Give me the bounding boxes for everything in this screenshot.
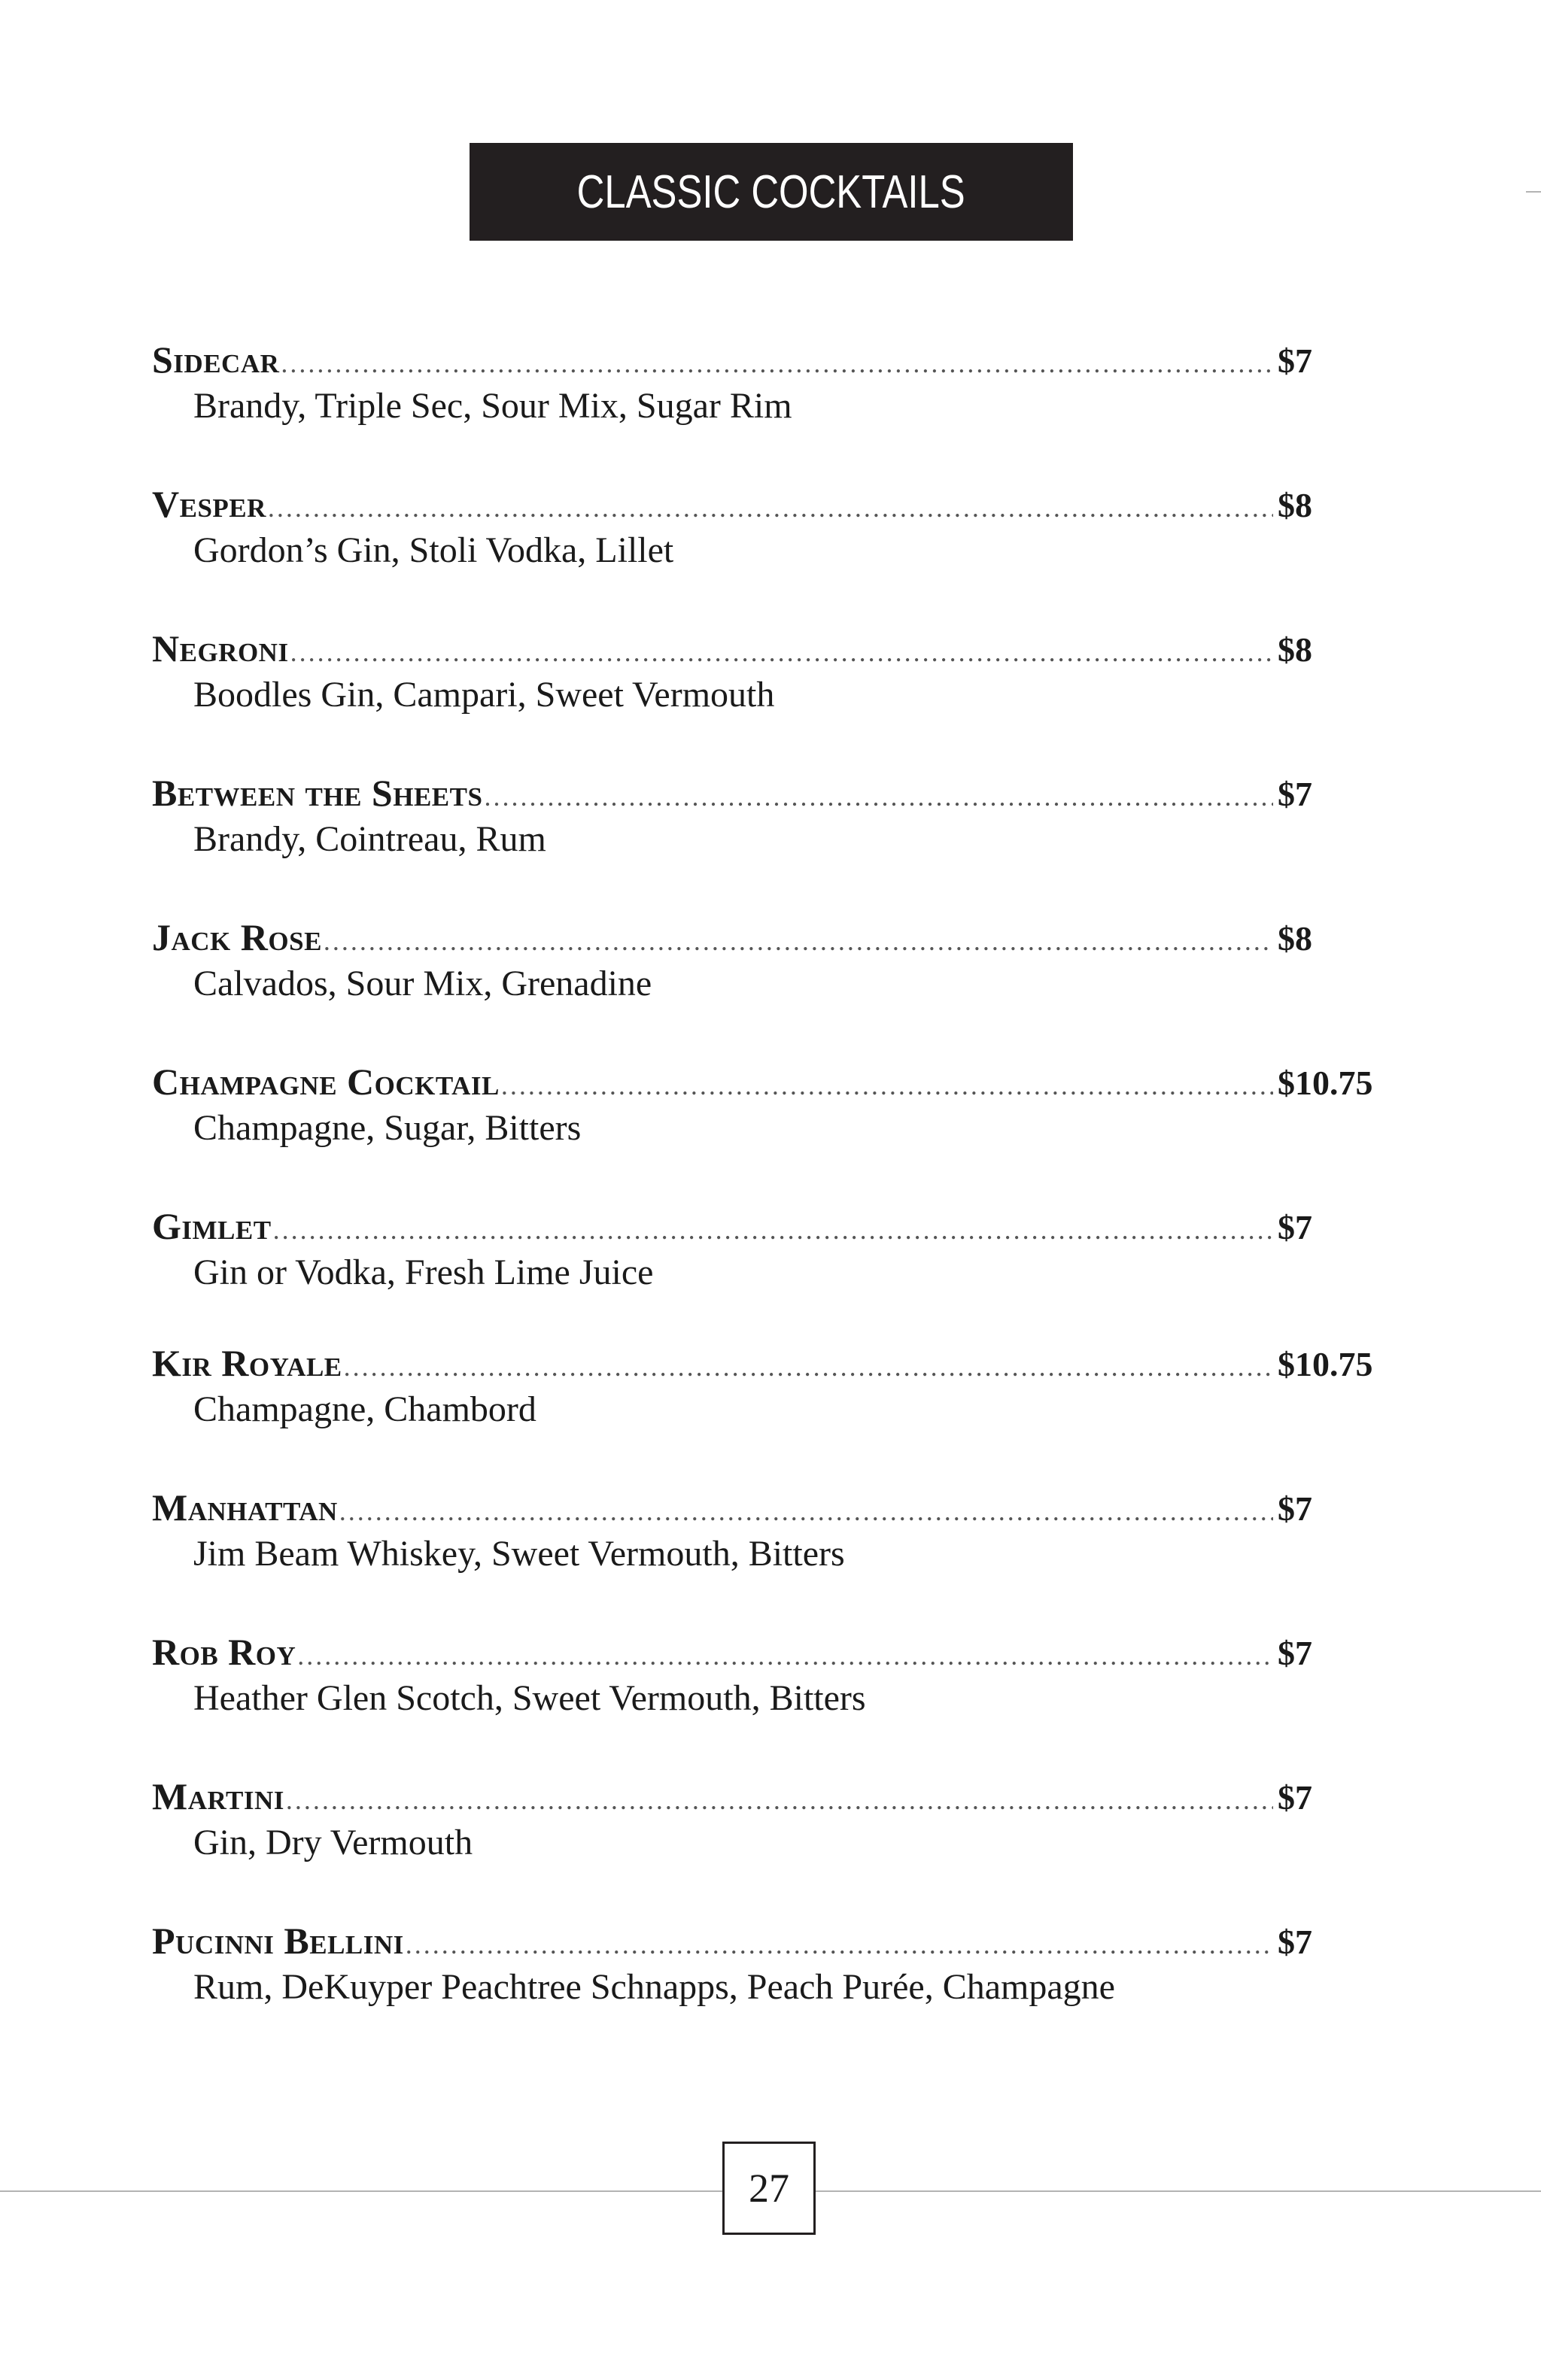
menu-item <box>152 910 1386 1055</box>
menu-item-name: Rob Roy <box>152 1631 296 1673</box>
page-number: 27 <box>722 2142 816 2235</box>
menu-item <box>152 1480 1386 1625</box>
menu-item-price: $7 <box>1278 1489 1312 1528</box>
menu-item-description: Gin, Dry Vermouth <box>193 1823 473 1862</box>
menu-item-price: $8 <box>1278 486 1312 524</box>
menu-item-name: Martini <box>152 1775 284 1817</box>
menu-item-description: Boodles Gin, Campari, Sweet Vermouth <box>193 675 775 715</box>
crop-mark <box>1526 191 1541 193</box>
menu-item-price: $10.75 <box>1278 1064 1373 1102</box>
menu-item <box>152 1769 1386 1914</box>
menu-item <box>152 477 1386 621</box>
dot-leader <box>324 914 1273 968</box>
menu-item-name: Jack Rose <box>152 916 322 958</box>
menu-item-description: Rum, DeKuyper Peachtree Schnapps, Peach Purée, Champagne <box>193 1967 1115 2007</box>
menu-item-description: Brandy, Triple Sec, Sour Mix, Sugar Rim <box>193 386 792 426</box>
dot-leader <box>268 481 1273 535</box>
menu-item-description: Champagne, Chambord <box>193 1389 536 1429</box>
menu-item <box>152 332 1386 477</box>
section-title: CLASSIC COCKTAILS <box>576 165 966 218</box>
menu-item-description: Gordon’s Gin, Stoli Vodka, Lillet <box>193 530 674 570</box>
menu-item-description: Champagne, Sugar, Bitters <box>193 1108 582 1148</box>
menu-item-price: $8 <box>1278 630 1312 669</box>
menu-item-price: $7 <box>1278 1208 1312 1246</box>
menu-item-price: $10.75 <box>1278 1345 1373 1383</box>
menu-item-price: $7 <box>1278 1778 1312 1817</box>
menu-item-price: $7 <box>1278 1923 1312 1961</box>
menu-item <box>152 621 1386 766</box>
section-title-banner <box>470 143 1073 241</box>
dot-leader <box>286 1773 1273 1827</box>
menu-item-name: Vesper <box>152 483 266 525</box>
dot-leader <box>344 1340 1273 1394</box>
menu-item-description: Heather Glen Scotch, Sweet Vermouth, Bitters <box>193 1678 866 1718</box>
menu-item-description: Brandy, Cointreau, Rum <box>193 819 546 859</box>
menu-item-price: $7 <box>1278 1634 1312 1672</box>
menu-item <box>152 766 1386 910</box>
menu-item-description: Calvados, Sour Mix, Grenadine <box>193 964 652 1003</box>
menu-item <box>152 1199 1386 1336</box>
menu-item-description: Gin or Vodka, Fresh Lime Juice <box>193 1252 654 1292</box>
menu-item-name: Gimlet <box>152 1205 272 1247</box>
menu-item-name: Kir Royale <box>152 1342 342 1384</box>
menu-item-name: Manhattan <box>152 1486 338 1528</box>
menu-item <box>152 1055 1386 1199</box>
menu-item-name: Pucinni Bellini <box>152 1920 404 1962</box>
dot-leader <box>339 1484 1273 1538</box>
dot-leader <box>406 1917 1273 1972</box>
menu-item <box>152 1914 1386 2058</box>
menu-item <box>152 1336 1386 1480</box>
cocktail-menu-list <box>152 332 1386 2058</box>
dot-leader <box>281 336 1273 390</box>
dot-leader <box>297 1629 1273 1683</box>
dot-leader <box>484 770 1273 824</box>
dot-leader <box>501 1058 1273 1113</box>
menu-item-name: Sidecar <box>152 338 280 381</box>
menu-item-name: Champagne Cocktail <box>152 1061 500 1103</box>
menu-item-name: Between the Sheets <box>152 772 483 814</box>
dot-leader <box>290 625 1273 679</box>
menu-item-description: Jim Beam Whiskey, Sweet Vermouth, Bitters <box>193 1534 845 1574</box>
menu-item-price: $8 <box>1278 919 1312 958</box>
menu-item-name: Negroni <box>152 627 289 669</box>
dot-leader <box>273 1203 1273 1257</box>
menu-item <box>152 1625 1386 1769</box>
menu-item-price: $7 <box>1278 342 1312 380</box>
menu-item-price: $7 <box>1278 775 1312 813</box>
